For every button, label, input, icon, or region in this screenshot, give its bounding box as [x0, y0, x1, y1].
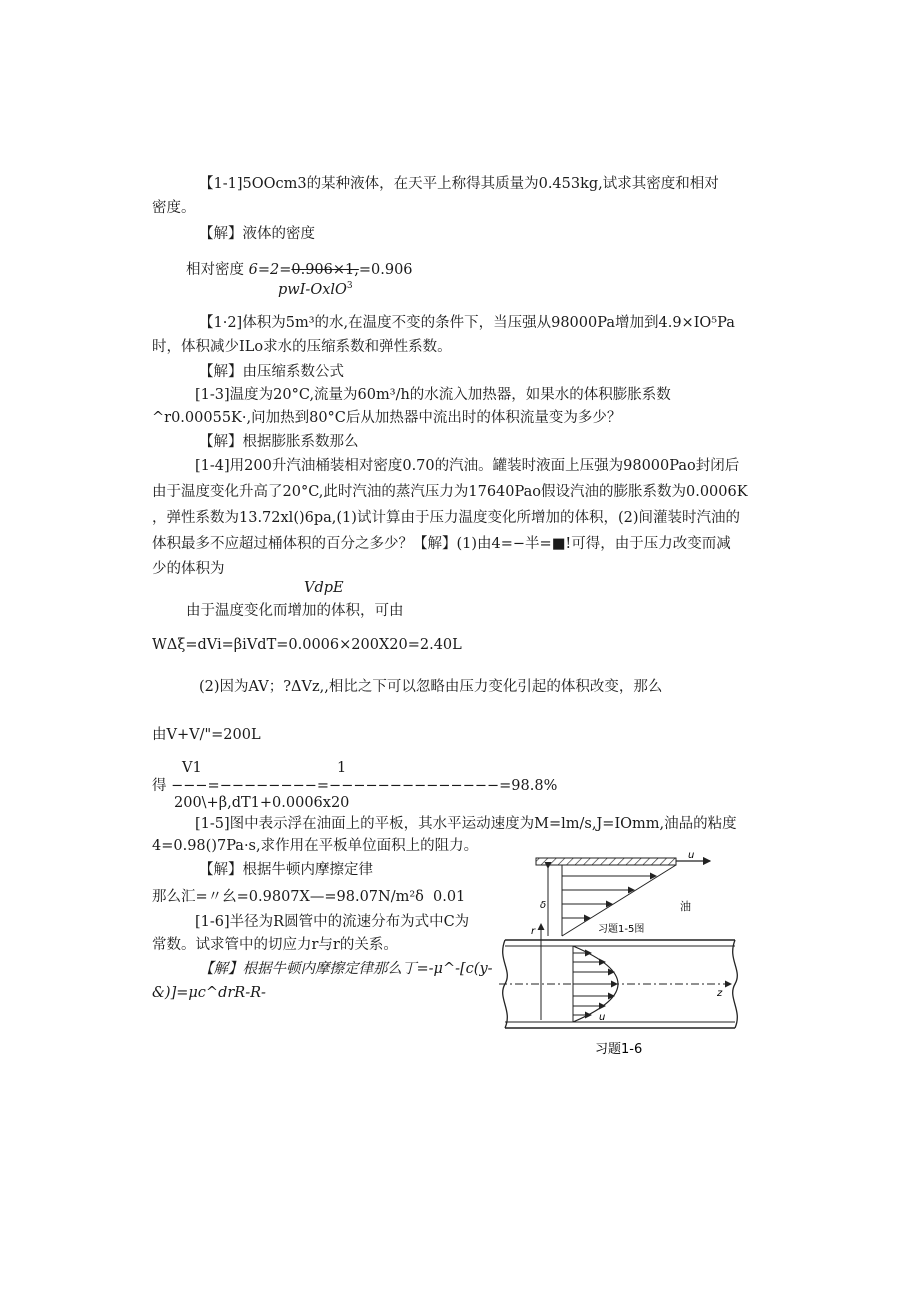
problem-1-1-line2: 密度。 [152, 200, 196, 216]
figure-1-6-z-label: z [717, 988, 723, 999]
problem-1-3-solution: 【解】根据膨胀系数那么 [199, 434, 359, 450]
relative-density-eq-c: =0.906 [358, 262, 413, 278]
problem-1-4-eq2: 由V+V/"=200L [152, 727, 261, 743]
problem-1-4-line3: ，弹性系数为13.72xl()6pa,(1)试计算由于压力温度变化所增加的体积，(2)间灌装时汽油的 [152, 510, 740, 526]
problem-1-4-line1: [1-4]用200升汽油桶装相对密度0.70的汽油。罐装时液面上压强为98000Pao封闭后 [195, 458, 740, 474]
problem-1-5-line2: 4=0.98()7Pa·s,求作用在平板单位面积上的阻力。 [152, 838, 479, 854]
relative-density-label: 相对密度 [186, 262, 244, 278]
problem-1-4-line2: 由于温度变化升高了20°C,此时汽油的蒸汽压力为17640Pao假设汽油的膨胀系数为0.0006K [152, 484, 748, 500]
relative-density-den-sup: 3 [346, 281, 353, 291]
relative-density-eq-a: 6=2= [248, 262, 292, 278]
problem-1-1-line1: 【1-1]5OOcm3的某种液体，在天平上称得其质量为0.453kg,试求其密度和相对 [199, 176, 719, 192]
problem-1-4-part2: (2)因为AV；?ΔVz,,相比之下可以忽略由压力变化引起的体积改变，那么 [199, 679, 663, 695]
problem-1-6-solution-1: 【解】根据牛顿内摩擦定律那么丁=-μ^-[c(y- [199, 961, 493, 977]
problem-1-5-eq: 那么汇=〃幺=0.9807X—=98.07N/m²δ [152, 889, 424, 905]
problem-1-5-solution: 【解】根据牛顿内摩擦定律 [199, 862, 373, 878]
problem-1-4-temp: 由于温度变化而增加的体积，可由 [186, 603, 404, 619]
problem-1-4-line5: 少的体积为 [152, 561, 225, 577]
relative-density-den: pwI-OxlO [278, 281, 347, 298]
problem-1-4-line4: 体积最多不应超过桶体积的百分之多少？【解】(1)由4=−半=■!可得，由于压力改变而减 [152, 536, 731, 552]
fraction-top-b: 1 [337, 760, 347, 776]
moving-plate [536, 858, 676, 865]
fraction-mid: 得 −−−=−−−−−−−−=−−−−−−−−−−−−−−=98.8% [152, 778, 558, 794]
problem-1-6-line2: 常数。试求管中的切应力r与r的关系。 [152, 937, 398, 953]
problem-1-2-solution: 【解】由压缩系数公式 [199, 364, 344, 380]
problem-1-4-vdpe: VdpE [304, 580, 344, 596]
problem-1-5-line1: [1-5]图中表示浮在油面上的平板，其水平运动速度为M=lm/s,J=IOmm,油品的粘度 [195, 816, 737, 832]
fraction-bottom: 200\+β,dT1+0.0006x20 [174, 795, 350, 811]
figure-1-6-r-label: r [531, 926, 536, 937]
pipe-right-break [733, 940, 738, 1028]
relative-density-eq-b: 0.906×1, [291, 262, 359, 278]
figure-1-6-u-label: u [599, 1012, 606, 1023]
problem-1-3-line1: [1-3]温度为20°C,流量为60m³/h的水流入加热器，如果水的体积膨胀系数 [195, 387, 671, 403]
relative-density-denominator [278, 281, 353, 299]
figure-1-5-oil-label: 油 [680, 900, 691, 913]
problem-1-3-line2: ^r0.00055K·,问加热到80°C后从加热器中流出时的体积流量变为多少？ [152, 410, 622, 426]
figure-1-6-caption: 习题1-6 [595, 1042, 643, 1057]
figure-1-5-u-label: u [688, 850, 695, 861]
fraction-top-a: V1 [182, 760, 202, 776]
problem-1-2-line2: 时，体积减少ILo求水的压缩系数和弹性系数。 [152, 339, 452, 355]
figure-1-5-caption: 习题1-5图 [598, 924, 645, 935]
problem-1-4-eq1: WΔξ=dVi=βiVdT=0.0006×200X20=2.40L [152, 637, 462, 653]
problem-1-1-solution: 【解】液体的密度 [199, 226, 315, 242]
problem-1-6-solution-2: &)]=μc^drR-R- [152, 985, 266, 1001]
relative-density-formula [186, 262, 413, 279]
problem-1-2-line1: 【1·2]体积为5m³的水,在温度不变的条件下，当压强从98000Pa增加到4.9×IO⁵Pa [199, 315, 735, 331]
problem-1-6-line1: [1-6]半径为R圆管中的流速分布为式中C为 [195, 914, 470, 930]
problem-1-5-eq-tail: 0.01 [433, 889, 466, 905]
figure-1-6 [495, 920, 750, 1060]
figure-1-5-delta-label: δ [540, 900, 547, 911]
